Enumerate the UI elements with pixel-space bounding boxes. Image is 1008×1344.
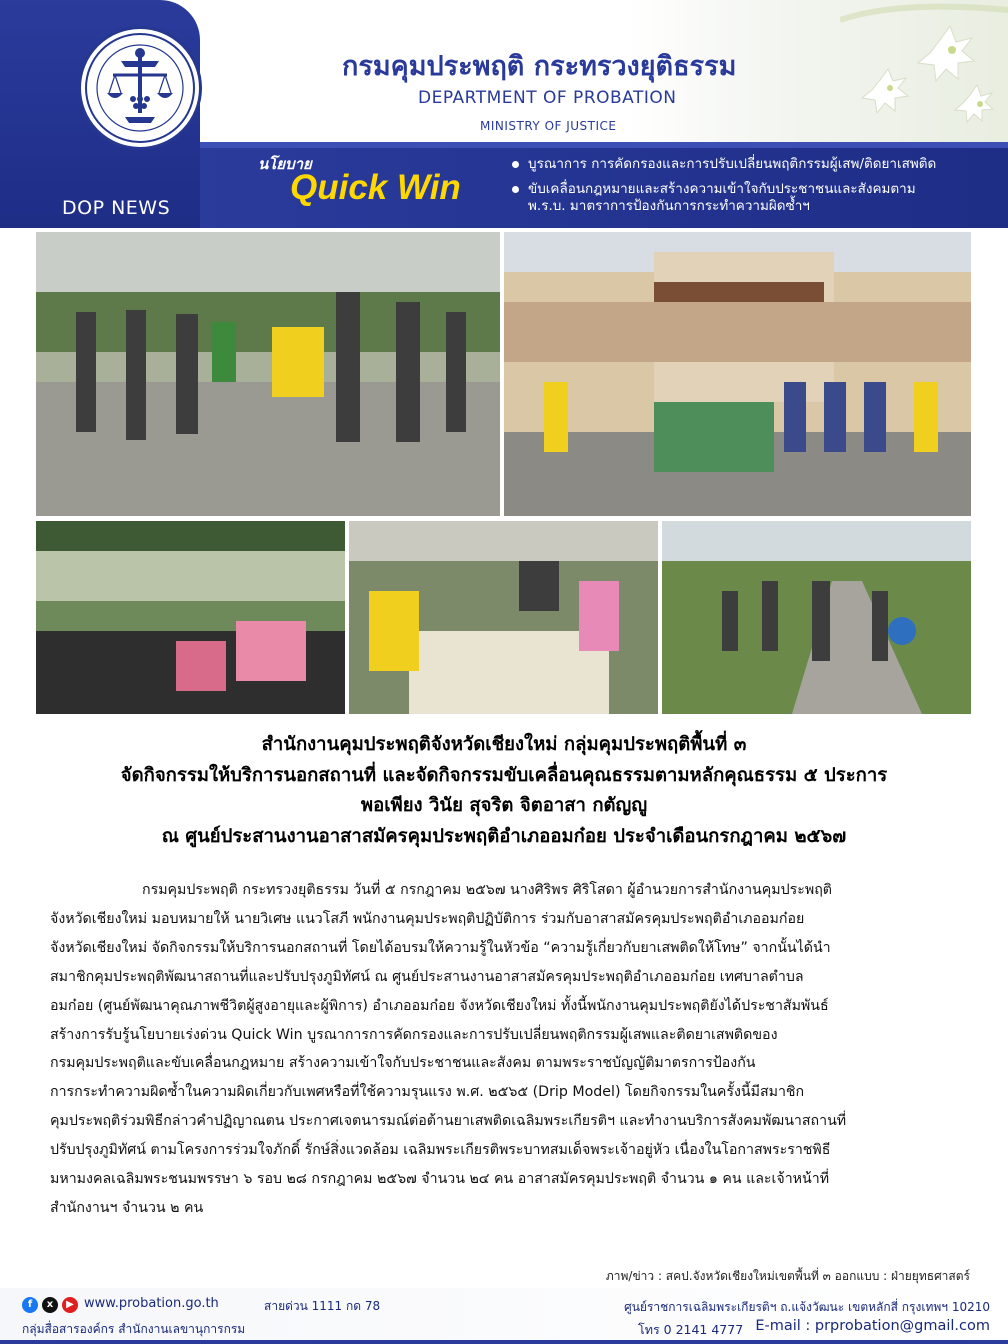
seated-training-session-photo bbox=[36, 521, 345, 714]
registration-desk-photo bbox=[349, 521, 658, 714]
road-cleaning-activity-photo bbox=[662, 521, 971, 714]
phone-text: โทร 0 2141 4777 bbox=[638, 1322, 744, 1337]
policy-bullet-continuation bbox=[512, 198, 992, 215]
ministry-name: MINISTRY OF JUSTICE bbox=[480, 119, 617, 133]
article-body bbox=[50, 876, 966, 1223]
department-seal-icon bbox=[78, 26, 202, 150]
policy-bullet-text: ขับเคลื่อนกฎหมายและสร้างความเข้าใจกับประชาชนและสังคมตาม bbox=[528, 181, 916, 197]
policy-bullet-text: บูรณาการ การคัดกรองและการปรับเปลี่ยนพฤติกรรมผู้เสพ/ติดยาเสพติด bbox=[528, 156, 937, 172]
policy-bullet bbox=[512, 156, 992, 173]
bullet-dot-icon bbox=[512, 186, 519, 193]
x-icon[interactable]: x bbox=[42, 1297, 58, 1313]
headline-line: จัดกิจกรรมให้บริการนอกสถานที่ และจัดกิจกรรมขับเคลื่อนคุณธรรมตามหลักคุณธรรม ๕ ประการ bbox=[120, 764, 888, 786]
facebook-icon[interactable]: f bbox=[22, 1297, 38, 1313]
jasmine-flowers-decoration-icon bbox=[840, 0, 1008, 142]
policy-bullets bbox=[512, 156, 992, 223]
body-line: สมาชิกคุมประพฤติพัฒนาสถานที่และปรับปรุงภูมิทัศน์ ณ ศูนย์ประสานงานอาสาสมัครคุมประพฤติอำเภออมก๋อย เทศบาลตำบล bbox=[50, 968, 804, 985]
headline-line: พอเพียง วินัย สุจริต จิตอาสา กตัญญู bbox=[360, 795, 648, 816]
body-line: สร้างการรับรู้นโยบายเร่งด่วน Quick Win บูรณาการการคัดกรองและการปรับเปลี่ยนพฤติกรรมผู้เสพและติดยาเสพติดของ bbox=[50, 1026, 778, 1043]
quick-win-title: Quick Win bbox=[290, 168, 461, 207]
bullet-dot-icon bbox=[512, 161, 519, 168]
photo-credit: ภาพ/ข่าว : สคป.จังหวัดเชียงใหม่เขตพื้นที่ ๓ ออกแบบ : ฝ่ายยุทธศาสตร์ bbox=[605, 1269, 970, 1283]
body-line: กรมคุมประพฤติ กระทรวงยุติธรรม วันที่ ๕ กรกฎาคม ๒๕๖๗ นางศิริพร ศิริโสดา ผู้อำนวยการสำนักงานคุมประพฤติ bbox=[142, 882, 832, 898]
address-text: ศูนย์ราชการเฉลิมพระเกียรติฯ ถ.แจ้งวัฒนะ เขตหลักสี่ กรุงเทพฯ 10210 bbox=[624, 1300, 990, 1314]
body-line: การกระทำความผิดซ้ำในความผิดเกี่ยวกับเพศหรือที่ใช้ความรุนแรง พ.ศ. ๒๕๖๕ (Drip Model) โดยกิจกรรมในครั้งนี้มีสมาชิก bbox=[50, 1084, 805, 1101]
body-line: สำนักงานฯ จำนวน ๒ คน bbox=[50, 1199, 204, 1216]
dop-news-label: DOP NEWS bbox=[62, 197, 171, 219]
group-in-front-of-municipal-office-photo bbox=[504, 232, 971, 516]
website-link[interactable]: www.probation.go.th bbox=[84, 1296, 219, 1311]
headline-line: ณ ศูนย์ประสานงานอาสาสมัครคุมประพฤติอำเภออมก๋อย ประจำเดือนกรกฎาคม ๒๕๖๗ bbox=[161, 825, 847, 847]
body-line: ปรับปรุงภูมิทัศน์ ตามโครงการร่วมใจภักดิ์ รักษ์สิ่งแวดล้อม เฉลิมพระเกียรติพระบาทสมเด็จพระเจ้าอยู่หัว เนื่องในโอกาสพระราชพิธี bbox=[50, 1142, 831, 1159]
headline-line: สำนักงานคุมประพฤติจังหวัดเชียงใหม่ กลุ่มคุมประพฤติพื้นที่ ๓ bbox=[261, 734, 747, 755]
body-line: มหามงคลเฉลิมพระชนมพรรษา ๖ รอบ ๒๘ กรกฎาคม ๒๕๖๗ จำนวน ๒๔ คน อาสาสมัครคุมประพฤติ จำนวน ๑ คน และเจ้าหน้าที่ bbox=[50, 1171, 830, 1188]
policy-bullet bbox=[512, 181, 992, 198]
article-headline bbox=[0, 730, 1008, 852]
org-name-english: DEPARTMENT OF PROBATION bbox=[418, 88, 677, 108]
email-link[interactable]: E-mail : prprobation@gmail.com bbox=[755, 1318, 990, 1334]
footer-bar bbox=[0, 1340, 1008, 1344]
group-outdoor-ceremony-photo bbox=[36, 232, 500, 516]
body-line: จังหวัดเชียงใหม่ จัดกิจกรรมให้บริการนอกสถานที่ โดยได้อบรมให้ความรู้ในหัวข้อ “ความรู้เกี่ยวกับยาเสพติดให้โทษ” จากนั้นได้นำ bbox=[50, 939, 831, 956]
youtube-icon[interactable]: ▶ bbox=[62, 1297, 78, 1313]
body-line: กรมคุมประพฤติและขับเคลื่อนกฎหมาย สร้างความเข้าใจกับประชาชนและสังคม ตามพระราชบัญญัติมาตรการป้องกัน bbox=[50, 1055, 756, 1072]
body-line: คุมประพฤติร่วมพิธีกล่าวคำปฏิญาณตน ประกาศเจตนารมณ์ต่อต้านยาเสพติดเฉลิมพระเกียรติฯ และทำงานบริการสังคมพัฒนาสถานที่ bbox=[50, 1113, 847, 1130]
division-name: กลุ่มสื่อสารองค์กร สำนักงานเลขานุการกรม bbox=[22, 1322, 246, 1336]
body-line: อมก๋อย (ศูนย์พัฒนาคุณภาพชีวิตผู้สูงอายุและผู้พิการ) อำเภออมก๋อย จังหวัดเชียงใหม่ ทั้งนี้พนักงานคุมประพฤติยังได้ประชาสัมพันธ์ bbox=[50, 997, 829, 1014]
hotline-text: สายด่วน 1111 กด 78 bbox=[264, 1299, 381, 1313]
policy-label: นโยบาย bbox=[258, 155, 312, 173]
policy-bullet-text: พ.ร.บ. มาตราการป้องกันการกระทำความผิดซ้ำฯ bbox=[528, 198, 810, 214]
body-line: จังหวัดเชียงใหม่ มอบหมายให้ นายวิเศษ แนวโสภี พนักงานคุมประพฤติปฏิบัติการ ร่วมกับอาสาสมัครคุมประพฤติอำเภออมก๋อย bbox=[50, 910, 805, 927]
org-name-thai: กรมคุมประพฤติ กระทรวงยุติธรรม bbox=[342, 51, 737, 82]
